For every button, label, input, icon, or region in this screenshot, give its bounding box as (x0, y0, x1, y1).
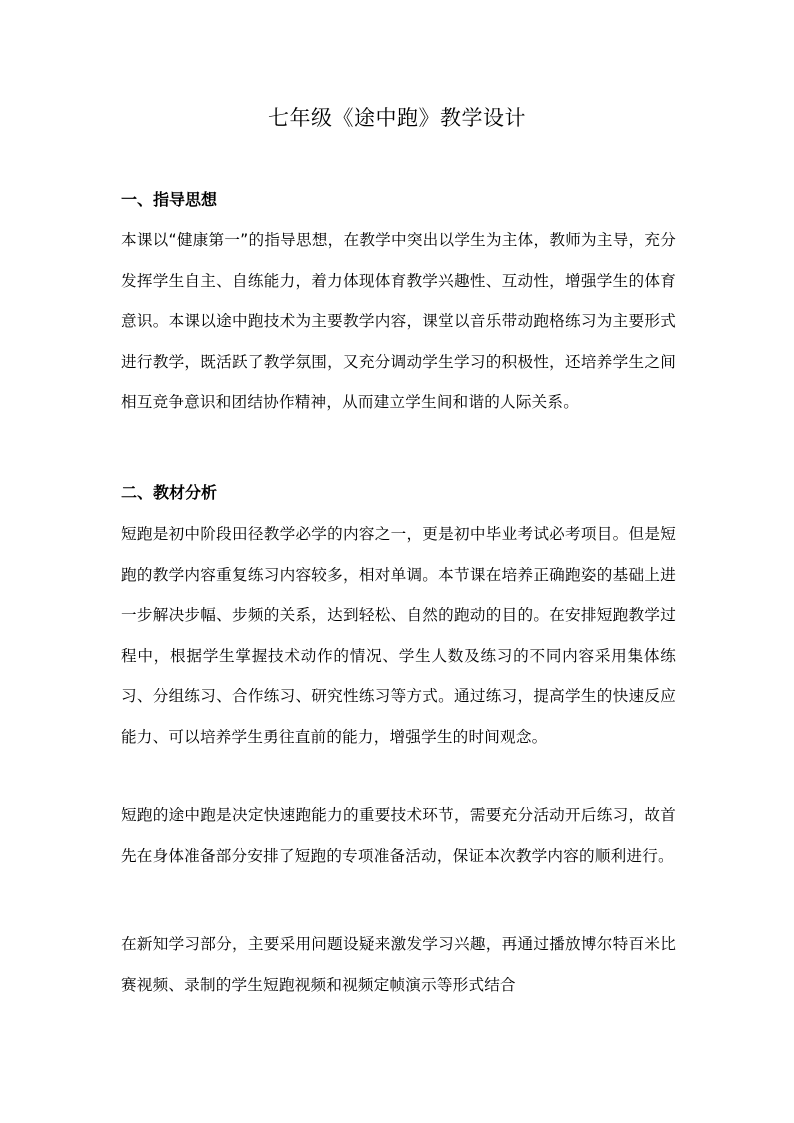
document-title: 七年级《途中跑》教学设计 (268, 106, 526, 130)
paragraph-material-analysis-3: 在新知学习部分，主要采用问题设疑来激发学习兴趣，再通过播放博尔特百米比赛视频、录制的学生短跑视频和视频定帧演示等形式结合 (121, 935, 676, 994)
section-heading-material-analysis: 二、教材分析 (121, 483, 218, 502)
section-heading-guiding-ideology: 一、指导思想 (121, 190, 218, 209)
paragraph-material-analysis-2: 短跑的途中跑是决定快速跑能力的重要技术环节，需要充分活动开后练习，故首先在身体准备部分安排了短跑的专项准备活动，保证本次教学内容的顺利进行。 (121, 806, 676, 865)
paragraph-guiding-ideology: 本课以“健康第一”的指导思想，在教学中突出以学生为主体，教师为主导，充分发挥学生自主、自练能力，着力体现体育教学兴趣性、互动性，增强学生的体育意识。本课以途中跑技术为主要教学内容，课堂以音乐带动跑格练习为主要形式进行教学，既活跃了教学氛围，又充分调动学生学习的积极性，还培养学生之间相互竞争意识和团结协作精神，从而建立学生间和谐的人际关系。 (121, 231, 676, 411)
paragraph-material-analysis-1: 短跑是初中阶段田径教学必学的内容之一，更是初中毕业考试必考项目。但是短跑的教学内容重复练习内容较多，相对单调。本节课在培养正确跑姿的基础上进一步解决步幅、步频的关系，达到轻松、自然的跑动的目的。在安排短跑教学过程中，根据学生掌握技术动作的情况、学生人数及练习的不同内容采用集体练习、分组练习、合作练习、研究性练习等方式。通过练习，提高学生的快速反应能力、可以培养学生勇往直前的能力，增强学生的时间观念。 (121, 525, 676, 746)
